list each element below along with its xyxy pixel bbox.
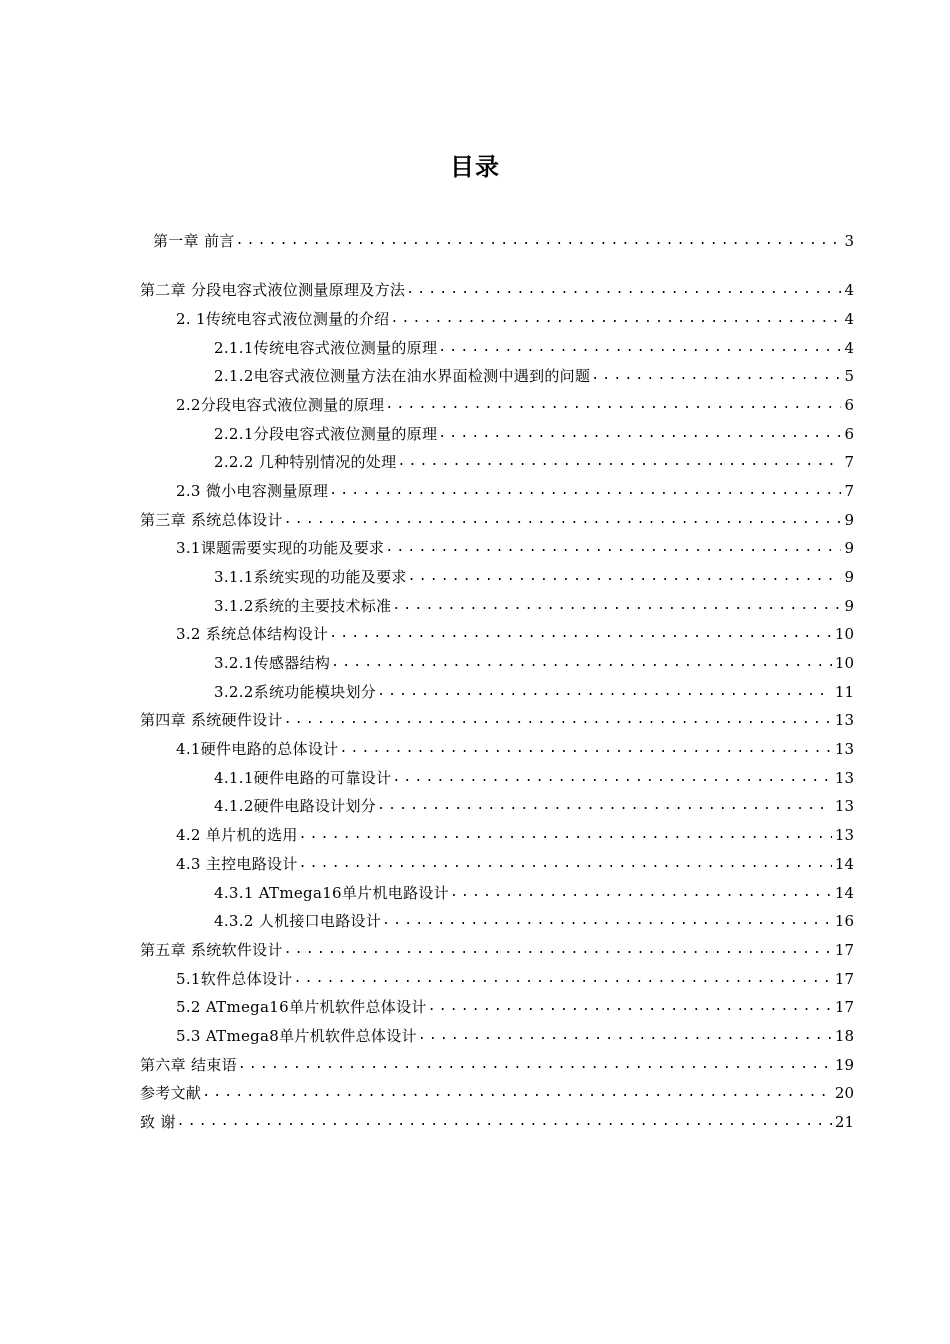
- toc-entry-chapter-3[interactable]: [140, 508, 854, 530]
- toc-entry-section-2-2-1[interactable]: [214, 422, 854, 444]
- toc-entry-title: 致 谢: [140, 1113, 176, 1131]
- toc-entry-section-4-3[interactable]: [176, 852, 854, 874]
- toc-entry-chapter-4[interactable]: [140, 708, 854, 730]
- toc-page-number: 4: [844, 339, 854, 357]
- toc-entry-title: 5.1软件总体设计: [176, 970, 293, 988]
- toc-page-number: 19: [834, 1056, 854, 1074]
- toc-page-number: 16: [834, 912, 854, 930]
- dot-leader: [591, 366, 841, 386]
- dot-leader: [390, 309, 841, 329]
- toc-page-number: 11: [834, 683, 854, 701]
- toc-page-number: 13: [834, 740, 854, 758]
- toc-page-number: 9: [844, 539, 854, 557]
- toc-page-number: 18: [834, 1027, 854, 1045]
- toc-entry-title: 4.3 主控电路设计: [176, 855, 298, 873]
- toc-entry-section-3-1[interactable]: [176, 536, 854, 558]
- dot-leader: [392, 768, 832, 788]
- toc-entry-section-2-2[interactable]: [176, 393, 854, 415]
- toc-entry-section-2-3[interactable]: [176, 479, 854, 501]
- toc-entry-title: 2.2分段电容式液位测量的原理: [176, 396, 385, 414]
- toc-entry-chapter-5[interactable]: [140, 938, 854, 960]
- toc-entry-title: 2. 1传统电容式液位测量的介绍: [176, 310, 390, 328]
- toc-entry-title: 2.3 微小电容测量原理: [176, 482, 329, 500]
- toc-entry-title: 2.1.1传统电容式液位测量的原理: [214, 339, 438, 357]
- toc-entry-title: 4.2 单片机的选用: [176, 826, 298, 844]
- toc-entry-title: 3.1.1系统实现的功能及要求: [214, 568, 407, 586]
- toc-page-number: 6: [844, 396, 854, 414]
- toc-entry-chapter-1[interactable]: [153, 229, 854, 251]
- dot-leader: [284, 510, 841, 530]
- toc-entry-section-3-2-1[interactable]: [214, 651, 854, 673]
- toc-entry-title: 3.2.2系统功能模块划分: [214, 683, 377, 701]
- toc-page-number: 4: [844, 281, 854, 299]
- dot-leader: [236, 231, 841, 251]
- dot-leader: [397, 452, 841, 472]
- dot-leader: [177, 1112, 832, 1132]
- toc-entry-title: 第五章 系统软件设计: [140, 941, 283, 959]
- dot-leader: [331, 653, 832, 673]
- toc-page-number: 13: [834, 826, 854, 844]
- toc-page-number: 10: [834, 654, 854, 672]
- dot-leader: [385, 538, 841, 558]
- toc-entry-section-3-2-2[interactable]: [214, 680, 854, 702]
- toc-entry-section-2-1-1[interactable]: [214, 336, 854, 358]
- dot-leader: [294, 969, 832, 989]
- dot-leader: [428, 997, 832, 1017]
- dot-leader: [382, 911, 832, 931]
- dot-leader: [408, 567, 841, 587]
- toc-entry-section-4-1-1[interactable]: [214, 766, 854, 788]
- toc-entry-title: 第四章 系统硬件设计: [140, 711, 283, 729]
- toc-entry-chapter-2[interactable]: [140, 278, 854, 300]
- toc-entry-section-4-1[interactable]: [176, 737, 854, 759]
- toc-entry-title: 第六章 结束语: [140, 1056, 237, 1074]
- toc-entry-title: 第二章 分段电容式液位测量原理及方法: [140, 281, 406, 299]
- dot-leader: [238, 1055, 832, 1075]
- toc-page-number: 6: [844, 425, 854, 443]
- toc-page-number: 17: [834, 941, 854, 959]
- toc-entry-title: 参考文献: [140, 1084, 202, 1102]
- toc-page-number: 9: [844, 511, 854, 529]
- toc-entry-title: 3.1课题需要实现的功能及要求: [176, 539, 385, 557]
- dot-leader: [385, 395, 841, 415]
- toc-entry-title: 4.1硬件电路的总体设计: [176, 740, 339, 758]
- toc-entry-title: 4.3.1 ATmega16单片机电路设计: [214, 884, 449, 902]
- toc-page-number: 5: [844, 367, 854, 385]
- toc-page-number: 14: [834, 855, 854, 873]
- toc-entry-title: 3.1.2系统的主要技术标准: [214, 597, 392, 615]
- dot-leader: [438, 424, 841, 444]
- dot-leader: [202, 1083, 832, 1103]
- toc-entry-title: 3.2.1传感器结构: [214, 654, 331, 672]
- toc-entry-chapter-6[interactable]: [140, 1053, 854, 1075]
- toc-entry-section-5-3[interactable]: [176, 1024, 854, 1046]
- dot-leader: [284, 710, 832, 730]
- toc-page-number: 20: [834, 1084, 854, 1102]
- toc-page-number: 7: [844, 453, 854, 471]
- toc-entry-references[interactable]: [140, 1081, 854, 1103]
- toc-entry-title: 2.2.1分段电容式液位测量的原理: [214, 425, 438, 443]
- toc-entry-section-2-2-2[interactable]: [214, 450, 854, 472]
- toc-page-number: 13: [834, 769, 854, 787]
- toc-page-number: 13: [834, 711, 854, 729]
- toc-entry-section-4-1-2[interactable]: [214, 794, 854, 816]
- toc-entry-section-4-2[interactable]: [176, 823, 854, 845]
- toc-entry-acknowledgements[interactable]: [140, 1110, 854, 1132]
- dot-leader: [377, 682, 832, 702]
- dot-leader: [418, 1026, 832, 1046]
- toc-page-number: 17: [834, 998, 854, 1016]
- toc-page-number: 3: [844, 232, 854, 250]
- dot-leader: [329, 624, 832, 644]
- toc-page-number: 21: [834, 1113, 854, 1131]
- toc-entry-section-5-2[interactable]: [176, 995, 854, 1017]
- dot-leader: [392, 596, 841, 616]
- toc-entry-section-3-1-1[interactable]: [214, 565, 854, 587]
- toc-page-number: 13: [834, 797, 854, 815]
- toc-page-number: 14: [834, 884, 854, 902]
- dot-leader: [450, 883, 832, 903]
- dot-leader: [299, 825, 832, 845]
- toc-entry-title: 2.2.2 几种特别情况的处理: [214, 453, 397, 471]
- toc-page-number: 9: [844, 568, 854, 586]
- toc-page-number: 9: [844, 597, 854, 615]
- dot-leader: [377, 796, 832, 816]
- toc-entry-section-3-2[interactable]: [176, 622, 854, 644]
- dot-leader: [329, 481, 841, 501]
- toc-page-number: 17: [834, 970, 854, 988]
- toc-entry-section-4-3-2[interactable]: [214, 909, 854, 931]
- toc-page-number: 4: [844, 310, 854, 328]
- dot-leader: [406, 280, 841, 300]
- toc-entry-title: 4.1.1硬件电路的可靠设计: [214, 769, 392, 787]
- toc-entry-title: 第一章 前言: [153, 232, 235, 250]
- toc-entry-title: 3.2 系统总体结构设计: [176, 625, 329, 643]
- toc-entry-title: 4.1.2硬件电路设计划分: [214, 797, 377, 815]
- toc-page-number: 10: [834, 625, 854, 643]
- toc-entry-section-4-3-1[interactable]: [214, 881, 854, 903]
- dot-leader: [299, 854, 832, 874]
- toc-entry-title: 5.2 ATmega16单片机软件总体设计: [176, 998, 427, 1016]
- toc-entry-title: 第三章 系统总体设计: [140, 511, 283, 529]
- toc-page-number: 7: [844, 482, 854, 500]
- page-title: 目录: [450, 153, 500, 181]
- toc-entry-title: 2.1.2电容式液位测量方法在油水界面检测中遇到的问题: [214, 367, 591, 385]
- toc-entry-section-3-1-2[interactable]: [214, 594, 854, 616]
- dot-leader: [438, 338, 841, 358]
- dot-leader: [284, 940, 832, 960]
- toc-entry-title: 4.3.2 人机接口电路设计: [214, 912, 382, 930]
- dot-leader: [339, 739, 831, 759]
- toc-entry-title: 5.3 ATmega8单片机软件总体设计: [176, 1027, 417, 1045]
- toc-entry-section-2-1[interactable]: [176, 307, 854, 329]
- toc-entry-section-2-1-2[interactable]: [214, 364, 854, 386]
- toc-entry-section-5-1[interactable]: [176, 967, 854, 989]
